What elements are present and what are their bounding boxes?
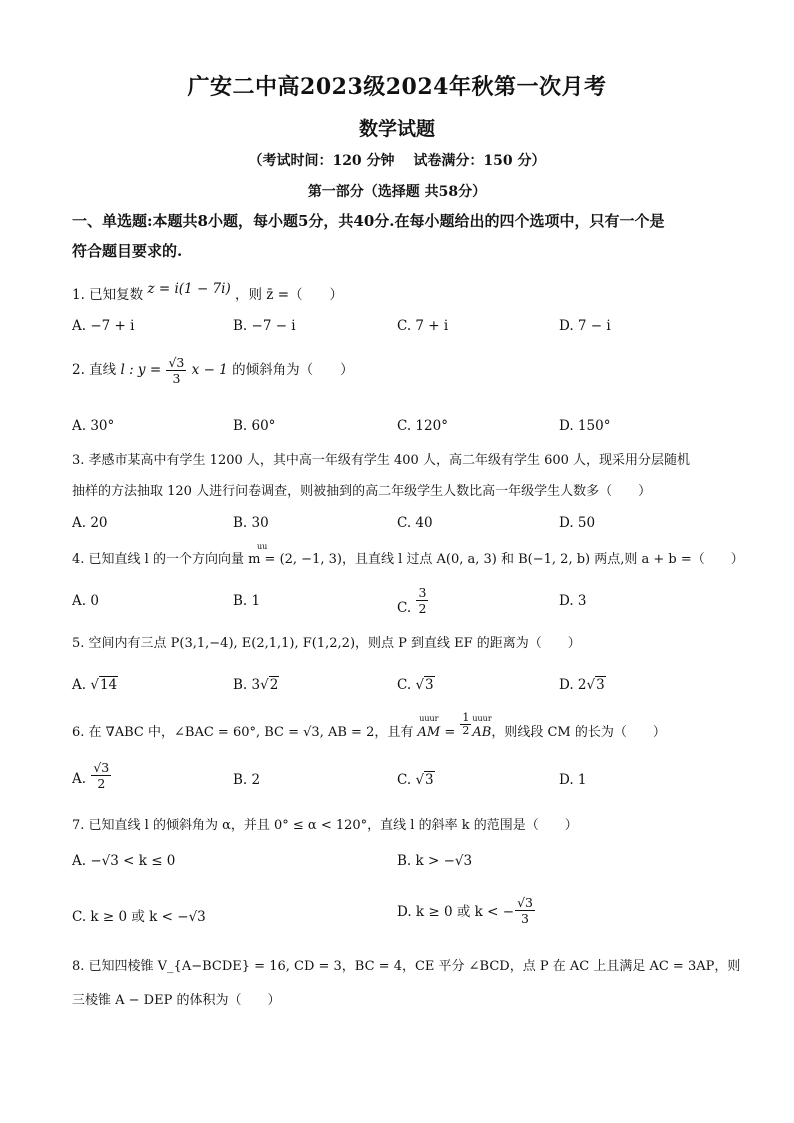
- question-6-vector-am: [417, 714, 441, 742]
- q4-option-c-den: 2: [418, 601, 427, 616]
- question-6-frac-den: 2: [462, 724, 470, 737]
- q7-option-a[interactable]: A. −√3 < k ≤ 0: [72, 853, 176, 869]
- q3-option-a[interactable]: A. 20: [72, 515, 108, 531]
- q5-option-c-radicand: 3: [425, 677, 434, 693]
- question-6-vec-mark-ab: uuur: [472, 714, 492, 723]
- question-4: 4. 已知直线 l 的一个方向向量 m = (2, −1, 3)，且直线 l 过点 A(0, a, 3) 和 B(−1, 2, b) 两点,则 a + b =（ ）: [72, 552, 744, 567]
- section-line-2: 符合题目要求的.: [72, 242, 183, 260]
- q4-option-c[interactable]: [397, 585, 429, 616]
- question-4-options: [72, 585, 732, 625]
- q4-option-b[interactable]: B. 1: [233, 593, 261, 609]
- q5-option-b[interactable]: B. 3√2: [233, 677, 279, 693]
- q7-option-d-num: √3: [517, 895, 533, 910]
- q5-option-d[interactable]: D. 2√3: [559, 677, 605, 693]
- q2-option-c[interactable]: C. 120°: [397, 418, 448, 434]
- question-6-ab-label: AB: [472, 725, 492, 740]
- q3-option-d[interactable]: D. 50: [559, 515, 596, 531]
- q6-option-b[interactable]: B. 2: [233, 772, 261, 788]
- question-3-line-2: 抽样的方法抽取 120 人进行问卷调查，则被抽到的高二年级学生人数比高一年级学生人数多（ ）: [72, 484, 652, 499]
- q4-option-d[interactable]: D. 3: [559, 593, 587, 609]
- q6-option-d[interactable]: D. 1: [559, 772, 587, 788]
- exam-subtitle: 数学试题: [358, 118, 435, 140]
- question-2-prefix: 2. 直线: [72, 362, 117, 378]
- question-6-suffix: ，则线段 CM 的长为（ ）: [491, 725, 666, 740]
- question-1: [72, 281, 732, 304]
- question-3-line-1: 3. 孝感市某高中有学生 1200 人，其中高一年级有学生 400 人，高二年级有学生 600 人，现采用分层随机: [72, 453, 691, 468]
- q4-option-c-num: 3: [418, 585, 427, 600]
- q5-option-d-label: D. 2: [559, 677, 587, 693]
- question-7: 7. 已知直线 l 的倾斜角为 α，并且 0° ≤ α < 120°，直线 l 的斜率 k 的范围是（ ）: [72, 818, 578, 833]
- q7-option-d-den: 3: [521, 911, 529, 926]
- part-title: 第一部分（选择题 共58分）: [307, 184, 487, 200]
- question-2-options: [72, 418, 732, 440]
- question-5-options: [72, 677, 732, 699]
- q7-option-b[interactable]: B. k > −√3: [397, 853, 473, 869]
- q1-option-c[interactable]: C. 7 + i: [397, 318, 449, 334]
- q7-option-d[interactable]: [397, 895, 536, 926]
- q1-option-a[interactable]: A. −7 + i: [72, 318, 135, 334]
- question-6-frac-num: 1: [462, 711, 470, 724]
- question-6-fraction: [460, 712, 471, 737]
- q5-option-b-label: B. 3: [233, 677, 261, 693]
- q6-option-a-fraction: [91, 760, 111, 791]
- q1-option-b[interactable]: B. −7 − i: [233, 318, 296, 334]
- q6-option-c-label: C.: [397, 772, 412, 788]
- q6-option-a[interactable]: [72, 760, 112, 791]
- q6-option-c-radicand: 3: [425, 772, 434, 788]
- q5-option-b-radicand: 2: [269, 677, 279, 693]
- q4-option-c-label: C.: [397, 600, 412, 616]
- question-3-options: [72, 515, 732, 537]
- question-2: [72, 355, 732, 386]
- question-1-options: [72, 318, 732, 340]
- question-6-prefix: 6. 在 ∇ABC 中，∠BAC = 60°, BC = √3, AB = 2，且有: [72, 725, 418, 740]
- q5-option-a[interactable]: A. √14: [72, 677, 118, 693]
- question-1-suffix: ，则 z̄ =（ ）: [235, 287, 344, 303]
- question-2-fraction: [166, 355, 186, 386]
- q4-option-a[interactable]: A. 0: [72, 593, 99, 609]
- q5-option-a-radicand: 14: [99, 677, 118, 693]
- q5-option-c[interactable]: C. √3: [397, 677, 434, 693]
- question-2-math-right: x − 1: [191, 362, 228, 378]
- exam-info: （考试时间：120 分钟 试卷满分：150 分）: [248, 153, 546, 169]
- question-1-prefix: 1. 已知复数: [72, 287, 144, 303]
- question-8-line-2: 三棱锥 A − DEP 的体积为（ ）: [72, 993, 281, 1008]
- q4-option-c-fraction: [416, 585, 428, 616]
- q3-option-b[interactable]: B. 30: [233, 515, 269, 531]
- q5-option-a-label: A.: [72, 677, 87, 693]
- question-8-line-1: 8. 已知四棱锥 V_{A−BCDE} = 16, CD = 3，BC = 4，CE 平分 ∠BCD，点 P 在 AC 上且满足 AC = 3AP，则: [72, 959, 741, 974]
- question-6-vector-ab: [472, 714, 492, 742]
- section-line-1: 一、单选题:本题共8小题，每小题5分，共40分.在每小题给出的四个选项中，只有一个是: [72, 212, 665, 230]
- question-2-frac-num: √3: [168, 355, 185, 370]
- q7-option-c[interactable]: C. k ≥ 0 或 k < −√3: [72, 909, 206, 925]
- q7-option-d-label: D. k ≥ 0 或 k < −: [397, 904, 515, 920]
- question-2-math-left: l : y =: [120, 362, 162, 378]
- q1-option-d[interactable]: D. 7 − i: [559, 318, 611, 334]
- section-heading: [72, 206, 732, 266]
- question-2-suffix: 的倾斜角为（ ）: [232, 362, 354, 378]
- q6-option-a-label: A.: [72, 771, 87, 787]
- q5-option-c-label: C.: [397, 677, 412, 693]
- q6-option-a-den: 2: [97, 776, 106, 791]
- question-6-am-label: AM: [417, 725, 441, 740]
- q2-option-b[interactable]: B. 60°: [233, 418, 276, 434]
- exam-title: 广安二中高2023级2024年秋第一次月考: [187, 74, 607, 100]
- q2-option-d[interactable]: D. 150°: [559, 418, 611, 434]
- question-6-vec-mark-am: uuur: [419, 714, 439, 723]
- question-4-vector-mark: uu: [257, 542, 268, 551]
- q6-option-c[interactable]: C. √3: [397, 772, 434, 788]
- question-2-frac-den: 3: [172, 371, 181, 386]
- q3-option-c[interactable]: C. 40: [397, 515, 433, 531]
- question-7-options-row-1: [72, 853, 732, 875]
- question-5: 5. 空间内有三点 P(3,1,−4), E(2,1,1), F(1,2,2)，则点 P 到直线 EF 的距离为（ ）: [72, 636, 581, 651]
- q2-option-a[interactable]: A. 30°: [72, 418, 115, 434]
- q7-option-d-fraction: [515, 895, 535, 926]
- question-6: 6. 在 ∇ABC 中，∠BAC = 60°, BC = √3, AB = 2，且有 uuur AM = $\frac{1}{2}$ uuur AB，则线段 CM 的长为（ ）: [72, 711, 666, 740]
- q5-option-d-radicand: 3: [596, 677, 605, 693]
- question-1-math: z = i(1 − 7i): [147, 281, 231, 297]
- q6-option-a-num: √3: [93, 760, 110, 775]
- question-6-options: [72, 760, 732, 800]
- question-7-options-row-2: [72, 895, 732, 935]
